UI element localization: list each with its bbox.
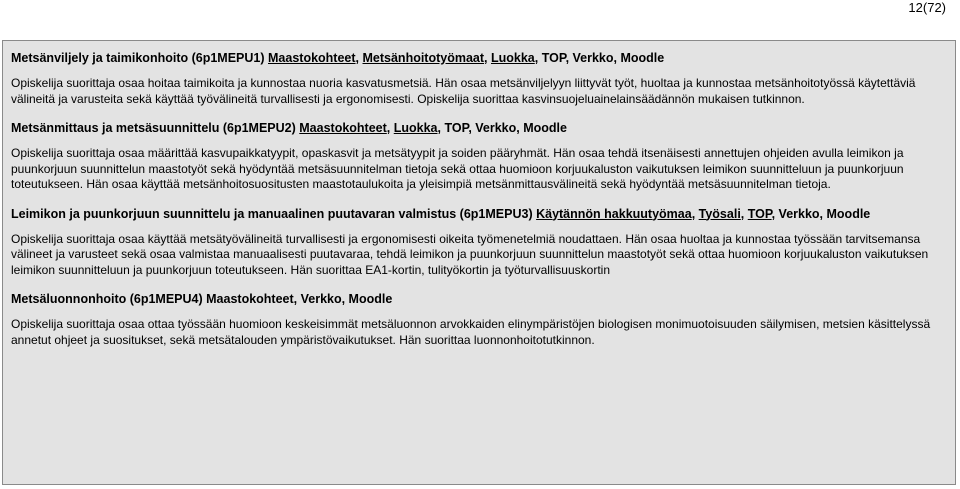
other-locations: , TOP, Verkko, Moodle: [534, 51, 665, 65]
module-section-mepu4: [11, 292, 947, 348]
location-link-luokka[interactable]: Luokka: [491, 51, 535, 65]
separator: ,: [691, 206, 699, 221]
location-link-maastokohteet[interactable]: Maastokohteet: [268, 51, 356, 65]
location-link-metsanhoitotyomaat[interactable]: Metsänhoitotyömaat: [362, 51, 485, 65]
module-description: Opiskelija suorittaja osaa hoitaa taimikoita ja kunnostaa nuoria kasvatusmetsiä. Hän osaa metsänviljelyyn liittyvät työt, huoltaa ja kunnostaa metsänhoitotyössä käytettäviä välineitä ja varusteita sekä käyttää työvälineitä turvallisesti ja ergonomisesti. Opiskelija suorittaa kasvinsuojeluainelainsäädännön mukaisen tutkinnon.: [11, 76, 916, 106]
location-link-tyosali[interactable]: Työsali: [698, 206, 741, 221]
module-section-mepu3: [11, 207, 947, 279]
module-name: Leimikon ja puunkorjuun suunnittelu ja manuaalinen puutavaran valmistus (6p1MEPU3): [11, 206, 537, 221]
location-link-maastokohteet[interactable]: Maastokohteet: [299, 121, 387, 135]
course-modules-table: [2, 40, 956, 485]
separator: ,: [484, 51, 491, 65]
module-name: Metsäluonnonhoito (6p1MEPU4) Maastokohteet, Verkko, Moodle: [11, 292, 393, 306]
location-link-kaytannon-hakkuutyomaa[interactable]: Käytännön hakkuutyömaa: [536, 206, 692, 221]
page-number: 12(72): [908, 0, 946, 15]
other-locations: , TOP, Verkko, Moodle: [437, 121, 567, 135]
module-name: Metsänmittaus ja metsäsuunnittelu (6p1MEPU2): [11, 121, 300, 135]
module-title: [11, 207, 947, 222]
module-description: Opiskelija suorittaja osaa määrittää kasvupaikkatyypit, opaskasvit ja metsätyypit ja soiden pääryhmät. Hän osaa tehdä itsenäisesti annettujen ohjeiden avulla leimikon ja puunkorjuun suunnittelun maastotyöt sekä hyödyntää metsäsuunnitelman tietoja sekä ottaa huomioon korjuukaluston vaikutuksen leimikon suunnitteluun ja puunkorjuun toteutukseen. Hän osaa käyttää metsänhoitosuositusten maastotaulukoita ja yleisimpiä metsänmittausvälineitä sekä hyödyntää metsäsuunnitelman tietoja.: [11, 146, 904, 191]
module-title: [11, 51, 947, 66]
module-section-mepu2: [11, 121, 947, 193]
separator: ,: [386, 121, 394, 135]
module-name: Metsänviljely ja taimikonhoito (6p1MEPU1): [11, 51, 269, 65]
module-section-mepu1: [11, 41, 947, 107]
module-description: Opiskelija suorittaja osaa ottaa työssään huomioon keskeisimmät metsäluonnon arvokkaiden elinympäristöjen biologisen monimuotoisuuden säilymisen, metsien käsittelyssä annetut ohjeet ja suositukset, sekä metsätalouden ympäristövaikutukset. Hän suorittaa luonnonhoitotutkinnon.: [11, 317, 931, 347]
module-description: Opiskelija suorittaja osaa käyttää metsätyövälineitä turvallisesti ja ergonomisesti oikeita työmenetelmiä noudattaen. Hän osaa huoltaa ja kunnostaa työssään tarvitsemansa välineet ja varusteet sekä osaa valmistaa manuaalisesti puutavaraa, tehdä leimikon ja puunkorjuun suunnittelun maastotyöt sekä ottaa huomioon korjuukaluston vaikutuksen leimikon suunnitteluun ja puunkorjuun toteutukseen. Hän suorittaa EA1-kortin, tulityökortin ja työturvallisuuskortin: [11, 231, 929, 277]
location-link-top[interactable]: TOP: [747, 206, 772, 221]
module-title: [11, 121, 947, 136]
module-title: [11, 292, 947, 307]
separator: ,: [740, 206, 748, 221]
location-link-luokka[interactable]: Luokka: [393, 121, 438, 135]
other-locations: , Verkko, Moodle: [771, 206, 871, 221]
separator: ,: [355, 51, 363, 65]
